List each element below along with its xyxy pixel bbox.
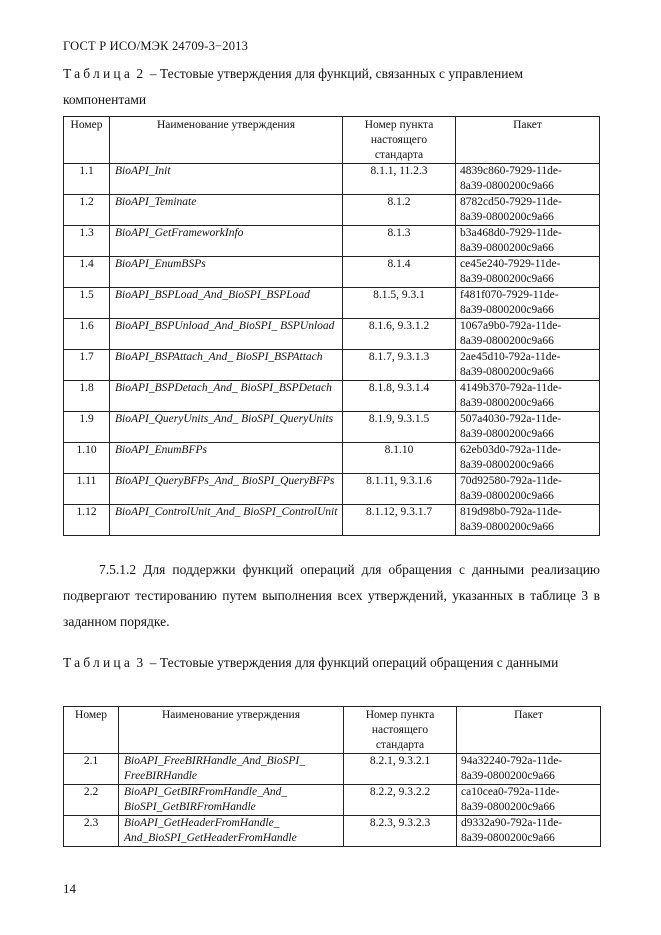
table-row xyxy=(64,412,600,443)
package-line: 507a4030-792a-11de- xyxy=(460,413,562,425)
row-number-cell: 1.4 xyxy=(64,257,110,288)
table-2-label: Таблица xyxy=(63,66,134,81)
clause-cell: 8.2.1, 9.3.2.1 xyxy=(344,754,457,785)
assertion-name-cell: BioAPI_GetBIRFromHandle_And_ BioSPI_GetBIRFromHandle xyxy=(119,785,344,816)
package-cell xyxy=(457,754,601,785)
package-cell xyxy=(456,257,600,288)
assertion-name-cell: BioAPI_BSPUnload_And_BioSPI_ BSPUnload xyxy=(110,319,343,350)
table-2-caption xyxy=(63,61,598,113)
table-row xyxy=(64,257,600,288)
table-header-row xyxy=(64,707,601,754)
table-row xyxy=(64,226,600,257)
package-line: 8a39-0800200c9a66 xyxy=(460,366,554,378)
package-line: ce45e240-7929-11de- xyxy=(460,258,561,270)
column-header-name: Наименование утверждения xyxy=(110,117,343,164)
row-number-cell: 2.3 xyxy=(64,816,119,847)
package-cell xyxy=(456,443,600,474)
row-number-cell: 1.7 xyxy=(64,350,110,381)
package-line: 8a39-0800200c9a66 xyxy=(460,521,554,533)
row-number-cell: 1.2 xyxy=(64,195,110,226)
assertion-name-cell: BioAPI_QueryUnits_And_ BioSPI_QueryUnits xyxy=(110,412,343,443)
page-number: 14 xyxy=(63,881,76,896)
package-line: 8a39-0800200c9a66 xyxy=(461,832,555,844)
assertion-name-cell: BioAPI_Init xyxy=(110,164,343,195)
clause-cell: 8.2.3, 9.3.2.3 xyxy=(344,816,457,847)
column-header-name: Наименование утверждения xyxy=(119,707,344,754)
paragraph-7-5-1-2 xyxy=(63,557,600,635)
clause-cell: 8.1.9, 9.3.1.5 xyxy=(343,412,456,443)
package-line: 8a39-0800200c9a66 xyxy=(460,304,554,316)
assertion-name-cell: BioAPI_GetFrameworkInfo xyxy=(110,226,343,257)
assertion-name-cell: BioAPI_BSPDetach_And_ BioSPI_BSPDetach xyxy=(110,381,343,412)
clause-cell: 8.1.12, 9.3.1.7 xyxy=(343,505,456,536)
table-3-caption xyxy=(63,650,598,676)
package-line: 8a39-0800200c9a66 xyxy=(460,211,554,223)
table-row xyxy=(64,816,601,847)
assertion-name-cell: BioAPI_BSPAttach_And_ BioSPI_BSPAttach xyxy=(110,350,343,381)
column-header-package: Пакет xyxy=(456,117,600,164)
package-line: d9332a90-792a-11de- xyxy=(461,817,563,829)
assertion-name-cell: BioAPI_QueryBFPs_And_ BioSPI_QueryBFPs xyxy=(110,474,343,505)
clause-cell: 8.1.10 xyxy=(343,443,456,474)
table-row xyxy=(64,319,600,350)
table-row xyxy=(64,474,600,505)
package-line: 8a39-0800200c9a66 xyxy=(460,397,554,409)
package-line: 8a39-0800200c9a66 xyxy=(460,242,554,254)
table-3 xyxy=(63,706,601,847)
package-cell xyxy=(456,319,600,350)
assertion-name-cell: BioAPI_GetHeaderFromHandle_ And_BioSPI_GetHeaderFromHandle xyxy=(119,816,344,847)
row-number-cell: 1.5 xyxy=(64,288,110,319)
row-number-cell: 1.9 xyxy=(64,412,110,443)
table-row xyxy=(64,288,600,319)
clause-cell: 8.1.8, 9.3.1.4 xyxy=(343,381,456,412)
package-line: f481f070-7929-11de- xyxy=(460,289,559,301)
package-line: b3a468d0-7929-11de- xyxy=(460,227,562,239)
package-cell xyxy=(456,412,600,443)
clause-cell: 8.1.6, 9.3.1.2 xyxy=(343,319,456,350)
paragraph-text: 7.5.1.2 Для поддержки функций операций для обращения с данными реализацию подвергают тестированию путем выполнения всех утверждений, указанных в таблице 3 в заданном порядке. xyxy=(63,562,600,629)
row-number-cell: 2.2 xyxy=(64,785,119,816)
table-3-label: Таблица xyxy=(63,655,134,670)
package-line: 62eb03d0-792a-11de- xyxy=(460,444,562,456)
table-row xyxy=(64,443,600,474)
assertion-name-cell: BioAPI_ControlUnit_And_ BioSPI_ControlUnit xyxy=(110,505,343,536)
package-line: 94a32240-792a-11de- xyxy=(461,755,563,767)
package-line: 8a39-0800200c9a66 xyxy=(461,770,555,782)
package-cell xyxy=(457,785,601,816)
clause-cell: 8.1.4 xyxy=(343,257,456,288)
table-row xyxy=(64,754,601,785)
document-header: ГОСТ Р ИСО/МЭК 24709-3−2013 xyxy=(63,39,249,53)
table-row xyxy=(64,785,601,816)
row-number-cell: 1.8 xyxy=(64,381,110,412)
table-header-row xyxy=(64,117,600,164)
table-row xyxy=(64,164,600,195)
package-cell xyxy=(456,350,600,381)
row-number-cell: 1.1 xyxy=(64,164,110,195)
assertion-name-cell: BioAPI_BSPLoad_And_BioSPI_BSPLoad xyxy=(110,288,343,319)
column-header-package: Пакет xyxy=(457,707,601,754)
clause-cell: 8.1.3 xyxy=(343,226,456,257)
package-cell xyxy=(456,474,600,505)
assertion-name-cell: BioAPI_Teminate xyxy=(110,195,343,226)
column-header-clause: Номер пункта настоящего стандарта xyxy=(344,707,457,754)
package-line: 4149b370-792a-11de- xyxy=(460,382,562,394)
table-row xyxy=(64,505,600,536)
table-2-number: 2 xyxy=(136,66,147,81)
package-cell xyxy=(456,164,600,195)
row-number-cell: 1.6 xyxy=(64,319,110,350)
row-number-cell: 2.1 xyxy=(64,754,119,785)
column-header-number: Номер xyxy=(64,117,110,164)
table-row xyxy=(64,195,600,226)
table-2-title: – Тестовые утверждения для функций, связанных с управлением компонентами xyxy=(63,66,524,107)
package-line: 8a39-0800200c9a66 xyxy=(460,180,554,192)
row-number-cell: 1.12 xyxy=(64,505,110,536)
package-cell xyxy=(456,505,600,536)
clause-cell: 8.1.2 xyxy=(343,195,456,226)
package-cell xyxy=(457,816,601,847)
column-header-number: Номер xyxy=(64,707,119,754)
package-cell xyxy=(456,195,600,226)
row-number-cell: 1.3 xyxy=(64,226,110,257)
package-line: 8a39-0800200c9a66 xyxy=(460,490,554,502)
column-header-clause: Номер пункта настоящего стандарта xyxy=(343,117,456,164)
package-line: 8a39-0800200c9a66 xyxy=(460,273,554,285)
clause-cell: 8.2.2, 9.3.2.2 xyxy=(344,785,457,816)
table-row xyxy=(64,350,600,381)
row-number-cell: 1.11 xyxy=(64,474,110,505)
table-row xyxy=(64,381,600,412)
package-line: 4839c860-7929-11de- xyxy=(460,165,562,177)
table-2 xyxy=(63,116,600,536)
assertion-name-cell: BioAPI_EnumBFPs xyxy=(110,443,343,474)
clause-cell: 8.1.1, 11.2.3 xyxy=(343,164,456,195)
package-line: 8a39-0800200c9a66 xyxy=(461,801,555,813)
package-line: 70d92580-792a-11de- xyxy=(460,475,562,487)
package-cell xyxy=(456,381,600,412)
table-2-body xyxy=(64,164,600,536)
table-3-title: – Тестовые утверждения для функций операций обращения с данными xyxy=(149,655,559,670)
package-line: 8a39-0800200c9a66 xyxy=(460,428,554,440)
assertion-name-cell: BioAPI_EnumBSPs xyxy=(110,257,343,288)
table-3-number: 3 xyxy=(136,655,147,670)
package-line: 8782cd50-7929-11de- xyxy=(460,196,562,208)
package-line: 1067a9b0-792a-11de- xyxy=(460,320,562,332)
table-3-body xyxy=(64,754,601,847)
package-cell xyxy=(456,288,600,319)
package-cell xyxy=(456,226,600,257)
package-line: 8a39-0800200c9a66 xyxy=(460,335,554,347)
clause-cell: 8.1.7, 9.3.1.3 xyxy=(343,350,456,381)
package-line: 819d98b0-792a-11de- xyxy=(460,506,562,518)
row-number-cell: 1.10 xyxy=(64,443,110,474)
package-line: 8a39-0800200c9a66 xyxy=(460,459,554,471)
assertion-name-cell: BioAPI_FreeBIRHandle_And_BioSPI_ FreeBIRHandle xyxy=(119,754,344,785)
clause-cell: 8.1.5, 9.3.1 xyxy=(343,288,456,319)
clause-cell: 8.1.11, 9.3.1.6 xyxy=(343,474,456,505)
package-line: 2ae45d10-792a-11de- xyxy=(460,351,561,363)
package-line: ca10cea0-792a-11de- xyxy=(461,786,560,798)
